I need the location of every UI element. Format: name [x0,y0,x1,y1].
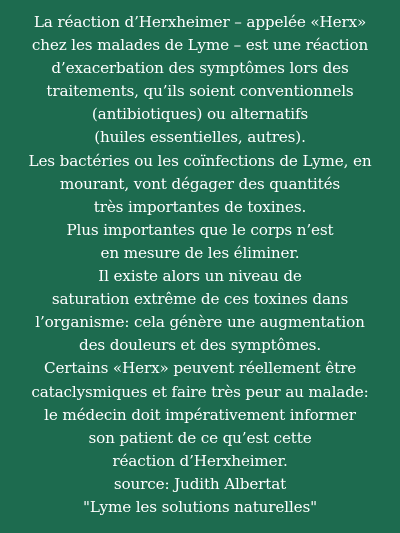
text-line: le médecin doit impérativement informer [44,405,356,424]
text-line: l’organisme: cela génère une augmentation [35,313,365,332]
source-book-title: "Lyme les solutions naturelles" [83,497,317,516]
text-line: son patient de ce qu’est cette [88,428,312,447]
text-line: (huiles essentielles, autres). [94,128,306,147]
source-attribution: source: Judith Albertat [113,474,287,493]
text-line: (antibiotiques) ou alternatifs [91,105,309,124]
text-line: très importantes de toxines. [93,197,307,216]
text-line: en mesure de les éliminer. [100,243,300,262]
text-line: Certains «Herx» peuvent réellement être [43,359,357,378]
text-line: réaction d’Herxheimer. [112,451,288,470]
text-line: d’exacerbation des symptômes lors des [51,59,349,78]
text-line: Les bactéries ou les coïnfections de Lyme, en [28,151,372,170]
text-line: des douleurs et des symptômes. [79,336,321,355]
text-line: mourant, vont dégager des quantités [59,174,341,193]
herx-text-block [4,11,396,519]
text-line: La réaction d’Herxheimer – appelée «Herx» [33,13,367,31]
text-line: cataclysmiques et faire très peur au malade: [31,382,369,401]
text-line: Il existe alors un niveau de [98,267,302,286]
text-line: chez les malades de Lyme – est une réaction [31,36,369,55]
text-line: traitements, qu’ils soient conventionnels [46,82,354,101]
text-line: Plus importantes que le corps n’est [66,220,334,239]
text-line: saturation extrême de ces toxines dans [51,290,349,309]
